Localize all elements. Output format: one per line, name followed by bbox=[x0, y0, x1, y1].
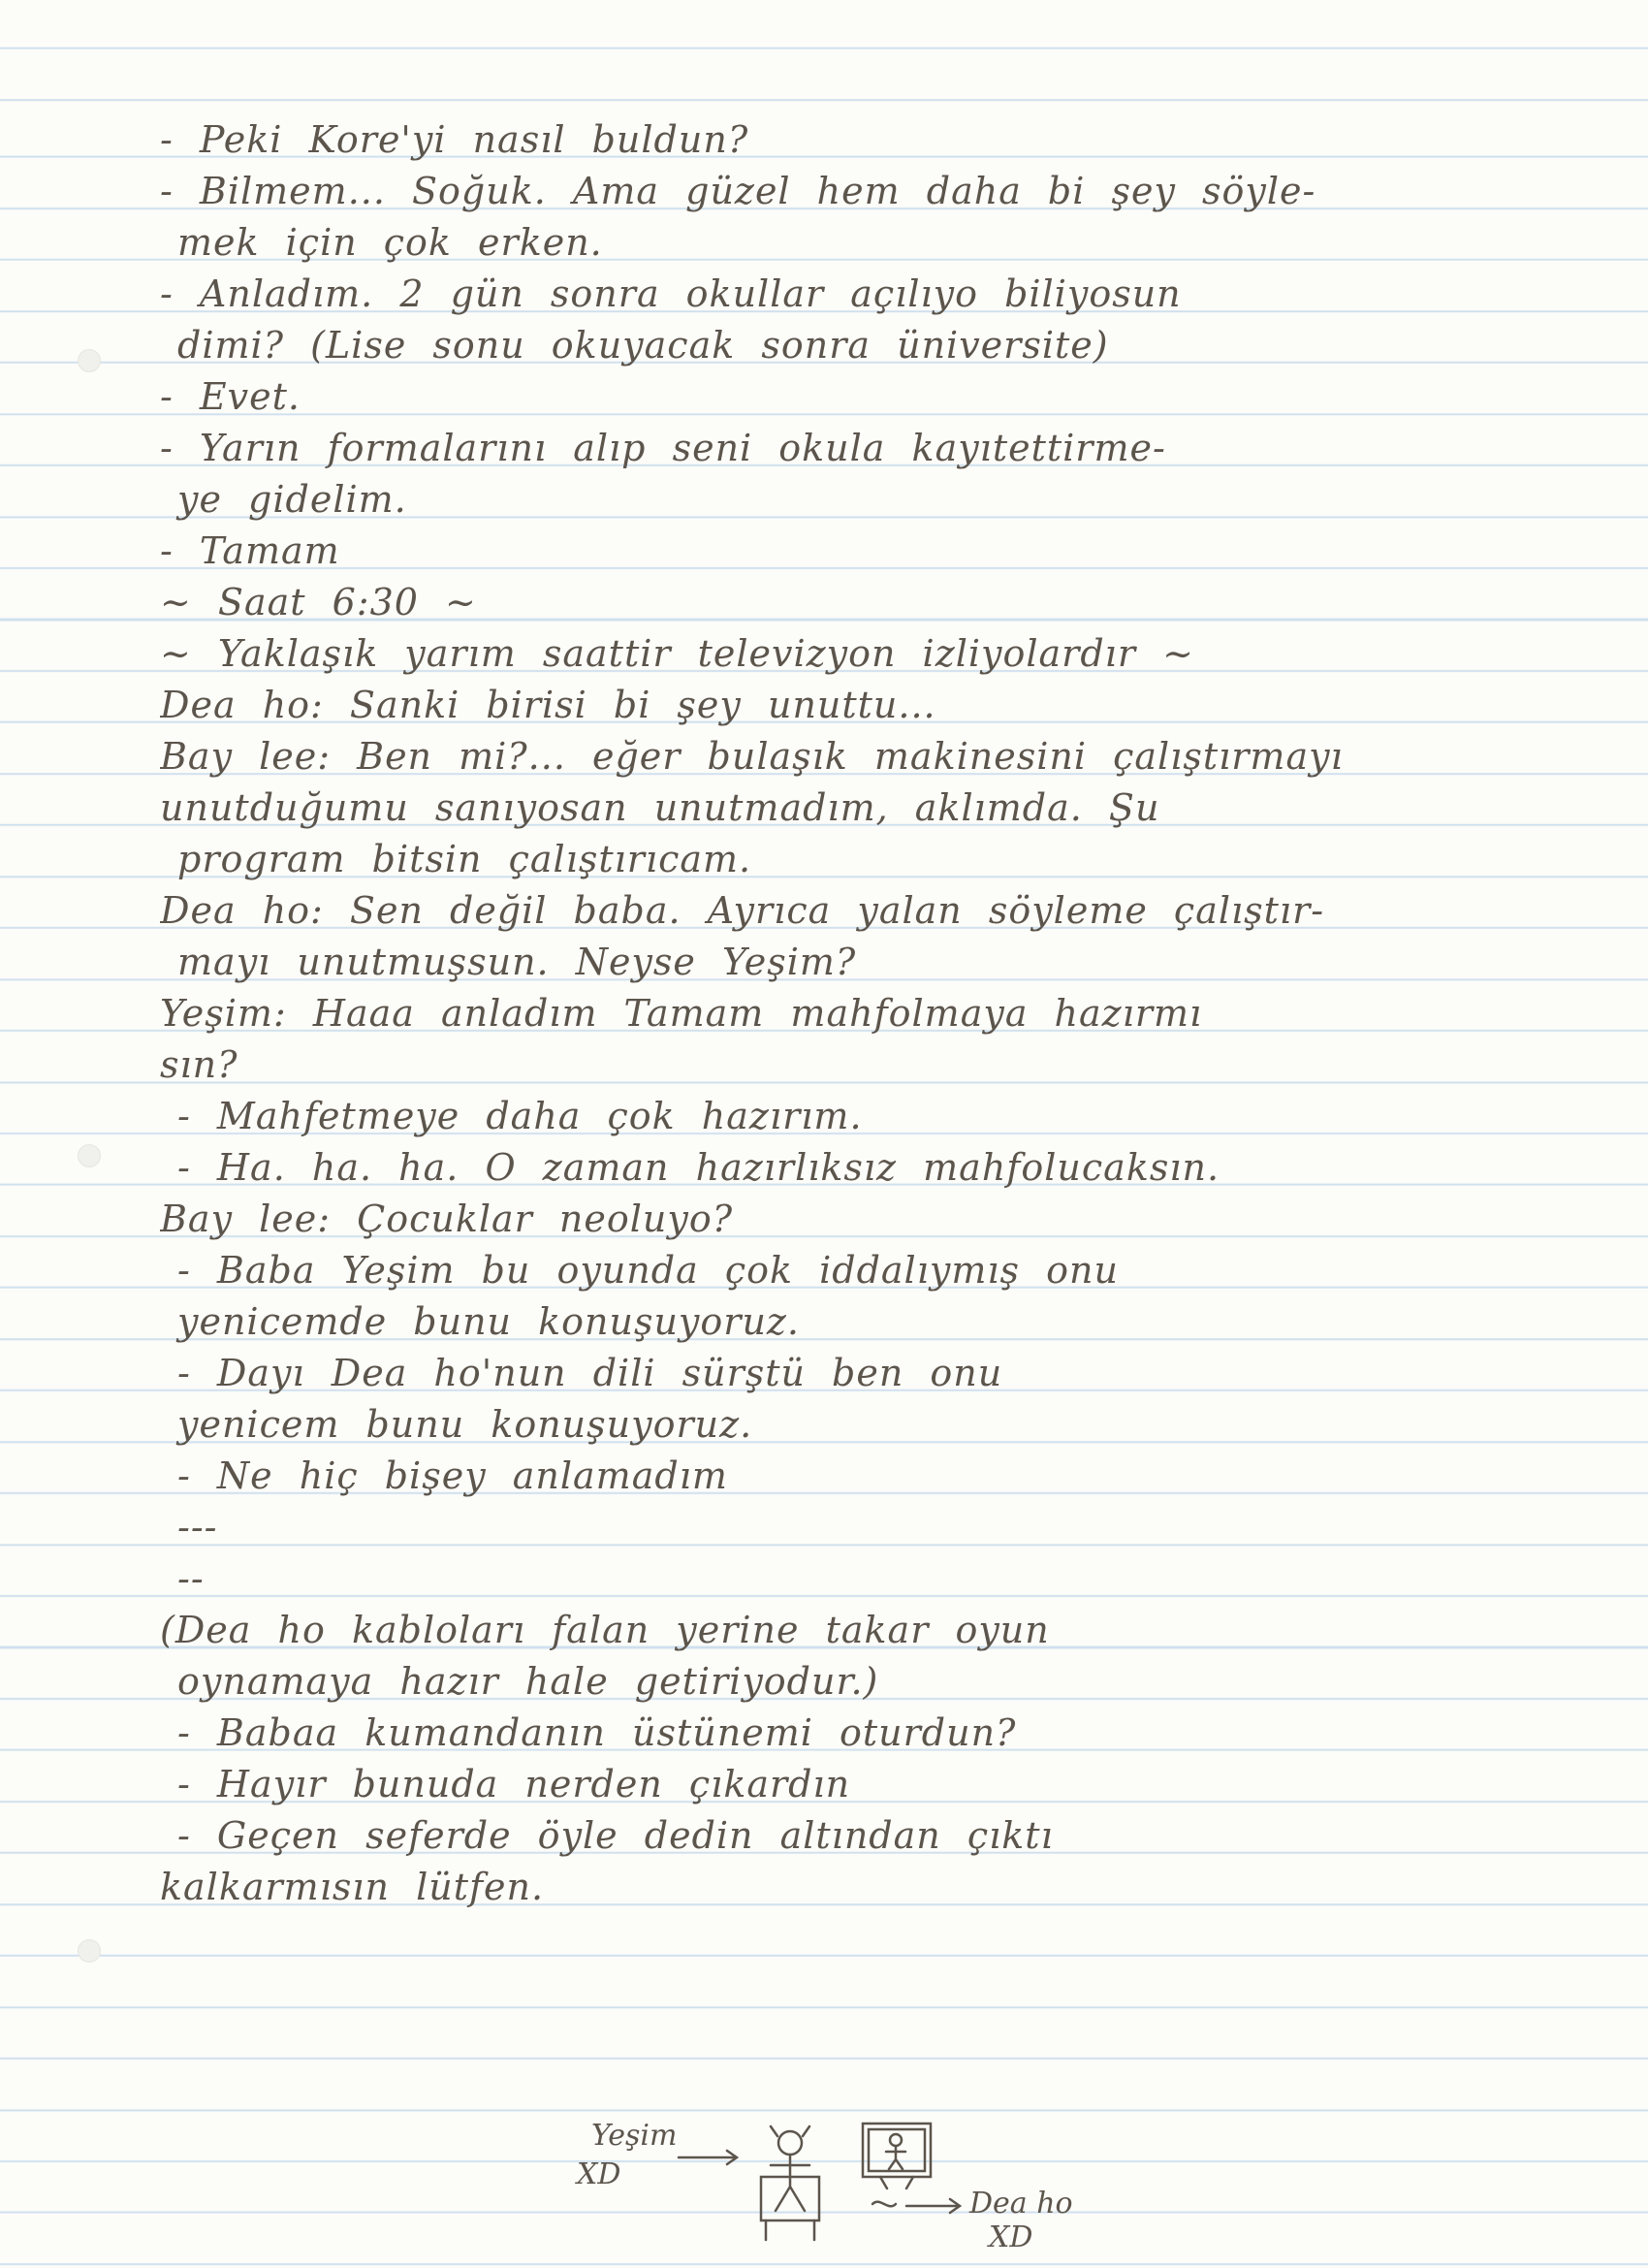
text-line: Dea ho: Sen değil baba. Ayrıca yalan söyleme çalıştır- bbox=[160, 889, 1325, 932]
text-line: dimi? (Lise sonu okuyacak sonra üniversite) bbox=[177, 324, 1109, 367]
doodle-label-left: Yeşim bbox=[591, 2119, 678, 2153]
text-line: - Yarın formalarını alıp seni okula kayıtettirme- bbox=[160, 427, 1166, 469]
margin-hole bbox=[78, 1939, 101, 1963]
text-line: kalkarmısın lütfen. bbox=[160, 1866, 545, 1908]
handwritten-text bbox=[160, 114, 1624, 1913]
text-line: - Hayır bunuda nerden çıkardın bbox=[177, 1763, 851, 1805]
text-line: Yeşim: Haaa anladım Tamam mahfolmaya hazırmı bbox=[160, 992, 1203, 1035]
text-line: mek için çok erken. bbox=[177, 221, 603, 264]
text-line: ~ Yaklaşık yarım saattir televizyon izliyolardır ~ bbox=[160, 632, 1194, 675]
arrow-icon bbox=[679, 2151, 737, 2164]
doodle-label-left-sub: XD bbox=[577, 2157, 621, 2191]
text-line: - Ha. ha. ha. O zaman hazırlıksız mahfolucaksın. bbox=[177, 1146, 1220, 1189]
margin-hole bbox=[78, 1144, 101, 1167]
text-line: - Dayı Dea ho'nun dili sürştü ben onu bbox=[177, 1352, 1003, 1394]
text-line: mayı unutmuşsun. Neyse Yeşim? bbox=[177, 941, 857, 983]
text-line: yenicem bunu konuşuyoruz. bbox=[177, 1403, 753, 1446]
margin-hole bbox=[78, 349, 101, 372]
text-line: Bay lee: Çocuklar neoluyo? bbox=[160, 1198, 734, 1240]
text-line: Bay lee: Ben mi?... eğer bulaşık makinesini çalıştırmayı bbox=[160, 735, 1344, 778]
cable-icon bbox=[872, 2202, 896, 2207]
arrow-icon bbox=[906, 2199, 960, 2213]
text-line: - Ne hiç bişey anlamadım bbox=[177, 1454, 728, 1497]
text-line: - Evet. bbox=[160, 375, 301, 418]
doodle-label-right-sub: XD bbox=[989, 2220, 1033, 2254]
text-line: -- bbox=[177, 1557, 205, 1600]
text-line: unutduğumu sanıyosan unutmadım, aklımda. Şu bbox=[160, 786, 1160, 829]
text-line: - Babaa kumandanın üstünemi oturdun? bbox=[177, 1711, 1017, 1754]
text-line: - Anladım. 2 gün sonra okullar açılıyo biliyosun bbox=[160, 272, 1182, 315]
text-line: (Dea ho kabloları falan yerine takar oyun bbox=[160, 1609, 1050, 1651]
text-line: program bitsin çalıştırıcam. bbox=[177, 838, 752, 880]
tv-icon bbox=[863, 2124, 931, 2188]
text-line: - Geçen seferde öyle dedin altından çıktı bbox=[177, 1814, 1054, 1857]
text-line: Dea ho: Sanki birisi bi şey unuttu... bbox=[160, 684, 936, 726]
person-on-chair-icon bbox=[761, 2126, 819, 2240]
text-line: --- bbox=[177, 1506, 218, 1549]
text-line: yenicemde bunu konuşuyoruz. bbox=[177, 1300, 801, 1343]
text-line: - Mahfetmeye daha çok hazırım. bbox=[177, 1095, 863, 1137]
doodle-sketch bbox=[572, 2119, 1154, 2264]
text-line: ~ Saat 6:30 ~ bbox=[160, 581, 477, 623]
text-line: - Peki Kore'yi nasıl buldun? bbox=[160, 118, 749, 161]
text-line: - Tamam bbox=[160, 529, 340, 572]
text-line: sın? bbox=[160, 1043, 238, 1086]
doodle-label-right: Dea ho bbox=[969, 2187, 1073, 2220]
text-line: oynamaya hazır hale getiriyodur.) bbox=[177, 1660, 879, 1703]
text-line: - Bilmem... Soğuk. Ama güzel hem daha bi şey söyle- bbox=[160, 170, 1316, 212]
text-line: - Baba Yeşim bu oyunda çok iddalıymış onu bbox=[177, 1249, 1119, 1292]
text-line: ye gidelim. bbox=[177, 478, 407, 521]
